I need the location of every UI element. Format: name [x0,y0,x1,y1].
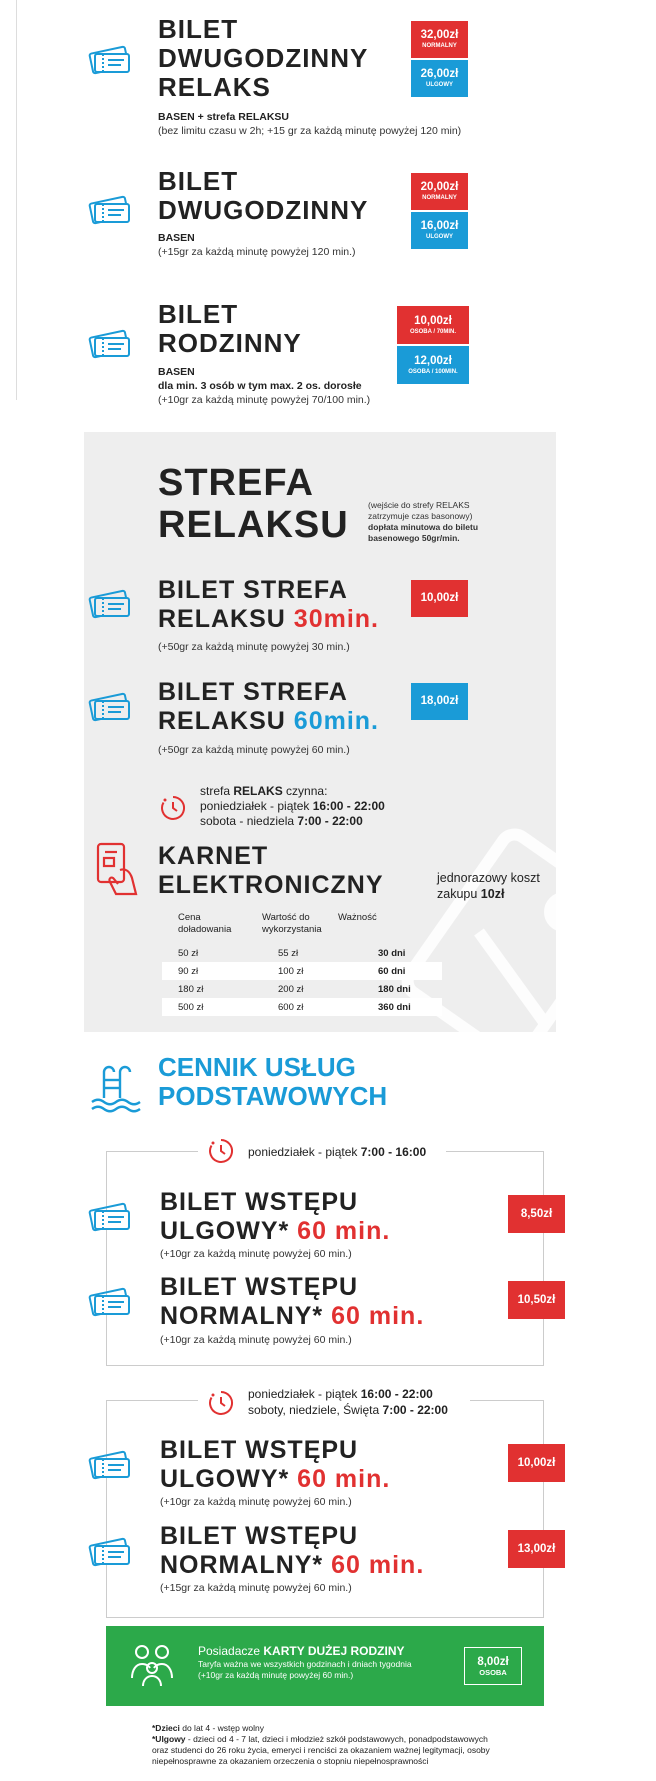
ticket-icon [88,685,132,723]
ticket-note: (+50gr za każdą minutę powyżej 30 min.) [158,641,350,653]
price-badge: 10,00zł OSOBA / 70MIN. [397,306,469,344]
family-icon [128,1642,176,1688]
card-in-hand-icon [94,840,142,898]
ticket-icon [88,38,132,76]
ticket-icon [88,1280,132,1318]
ticket-subtitle-2: dla min. 3 osób w tym max. 2 os. dorosłe [158,380,362,392]
price-badge: 18,00zł [411,683,468,720]
table-row: 50 zł 55 zł 30 dni [178,947,406,959]
ticket-note: (+15gr za każdą minutę powyżej 60 min.) [160,1582,352,1594]
ticket-note: (+10gr za każdą minutę powyżej 60 min.) [160,1248,352,1260]
ticket-note: (+15gr za każdą minutę powyżej 120 min.) [158,246,356,258]
hours-lines: poniedziałek - piątek 16:00 - 22:00 soboty, niedziele, Święta 7:00 - 22:00 [248,1387,448,1417]
ticket-icon [88,1530,132,1568]
cennik-heading: CENNIK USŁUG PODSTAWOWYCH [158,1052,388,1111]
pool-ladder-icon [90,1062,142,1114]
duration-accent: 60 min. [297,1465,391,1493]
karnet-table [162,912,442,1016]
table-row: 180 zł 200 zł 180 dni [178,983,411,995]
relaks-heading: STREFA RELAKSU [158,462,349,546]
price-badge: 10,00zł [508,1444,565,1482]
clock-icon [208,1390,234,1416]
duration-accent: 60 min. [297,1217,391,1245]
footnotes: *Dzieci do lat 4 - wstęp wolny *Ulgowy - dzieci od 4 - 7 lat, dzieci i młodzież szkół podstawowych, ponadpodstawowych oraz studenci do 26 roku życia, emeryci i renciści za okazaniem ważnej legitymacji, osoby niepełnosprawne za okazaniem orzeczenia o stopniu niepełnosprawności [152,1723,490,1766]
ticket-note: (+50gr za każdą minutę powyżej 60 min.) [158,744,350,756]
ticket-icon [88,582,132,620]
ticket-title: BILET RODZINNY [158,299,302,358]
relaks-hours: strefa RELAKS czynna: poniedziałek - piątek 16:00 - 22:00 sobota - niedziela 7:00 - 22:00 [200,784,385,828]
family-card-title: Posiadacze KARTY DUŻEJ RODZINY [198,1644,405,1658]
bracket-top-right [470,1400,544,1401]
duration-accent: 60 min. [331,1551,425,1579]
ticket-icon [88,1195,132,1233]
duration-accent: 30min. [293,605,379,633]
duration-accent: 60min. [293,707,379,735]
ticket-title: BILET STREFA RELAKSU 30min. [158,576,379,633]
family-card-banner [106,1626,544,1706]
ticket-title: BILET WSTĘPU ULGOWY* 60 min. [160,1436,391,1493]
clock-icon [160,795,186,821]
karnet-rows [162,944,442,1016]
price-badge: 10,00zł [411,580,468,617]
bracket-top-left [106,1151,198,1152]
ticket-icon [88,188,132,226]
duration-accent: 60 min. [331,1302,425,1330]
price-badge: 8,00zł OSOBA [464,1647,522,1685]
ticket-note: (+10gr za każdą minutę powyżej 70/100 min.) [158,394,371,406]
price-badge: 20,00zł NORMALNY [411,173,468,210]
left-divider-line [16,0,17,400]
column-header: Wartość do wykorzystania [262,912,322,935]
table-row: 90 zł 100 zł 60 dni [162,962,442,980]
karnet-title: KARNET ELEKTRONICZNY [158,842,384,899]
ticket-subtitle: BASEN [158,232,195,244]
family-card-note: Taryfa ważna we wszystkich godzinach i dniach tygodnia (+10gr za każdą minutę powyżej 60 min.) [198,1659,412,1680]
price-badge: 32,00zł NORMALNY [411,21,468,58]
ticket-title: BILET WSTĘPU NORMALNY* 60 min. [160,1522,425,1579]
column-header: Cena doładowania [178,912,232,935]
price-badge: 26,00zł ULGOWY [411,60,468,97]
bracket-top-right [446,1151,544,1152]
price-badge: 13,00zł [508,1530,565,1568]
ticket-title: BILET DWUGODZINNY RELAKS [158,14,369,102]
relaks-note: (wejście do strefy RELAKS zatrzymuje czas basonowy) dopłata minutowa do biletu basenowego 50gr/min. [368,500,479,543]
hours-line: poniedziałek - piątek 7:00 - 16:00 [248,1145,427,1159]
ticket-title: BILET WSTĘPU ULGOWY* 60 min. [160,1188,391,1245]
ticket-icon [88,322,132,360]
price-badge: 12,00zł OSOBA / 100MIN. [397,346,469,384]
ticket-note: (+10gr za każdą minutę powyżej 60 min.) [160,1496,352,1508]
clock-icon [208,1138,234,1164]
column-header: Ważność [338,912,377,923]
price-badge: 8,50zł [508,1195,565,1233]
ticket-note: (+10gr za każdą minutę powyżej 60 min.) [160,1334,352,1346]
ticket-title: BILET STREFA RELAKSU 60min. [158,678,379,735]
price-badge: 16,00zł ULGOWY [411,212,468,249]
karnet-note: jednorazowy koszt zakupu 10zł [437,871,540,901]
price-badge: 10,50zł [508,1281,565,1319]
bracket-top-left [106,1400,198,1401]
ticket-title: BILET DWUGODZINNY [158,166,369,225]
ticket-subtitle: BASEN + strefa RELAKSU [158,111,289,123]
ticket-subtitle: BASEN [158,366,195,378]
ticket-icon [88,1443,132,1481]
ticket-note: (bez limitu czasu w 2h; +15 gr za każdą minutę powyżej 120 min) [158,125,462,137]
ticket-title: BILET WSTĘPU NORMALNY* 60 min. [160,1273,425,1330]
table-row: 500 zł 600 zł 360 dni [162,998,442,1016]
